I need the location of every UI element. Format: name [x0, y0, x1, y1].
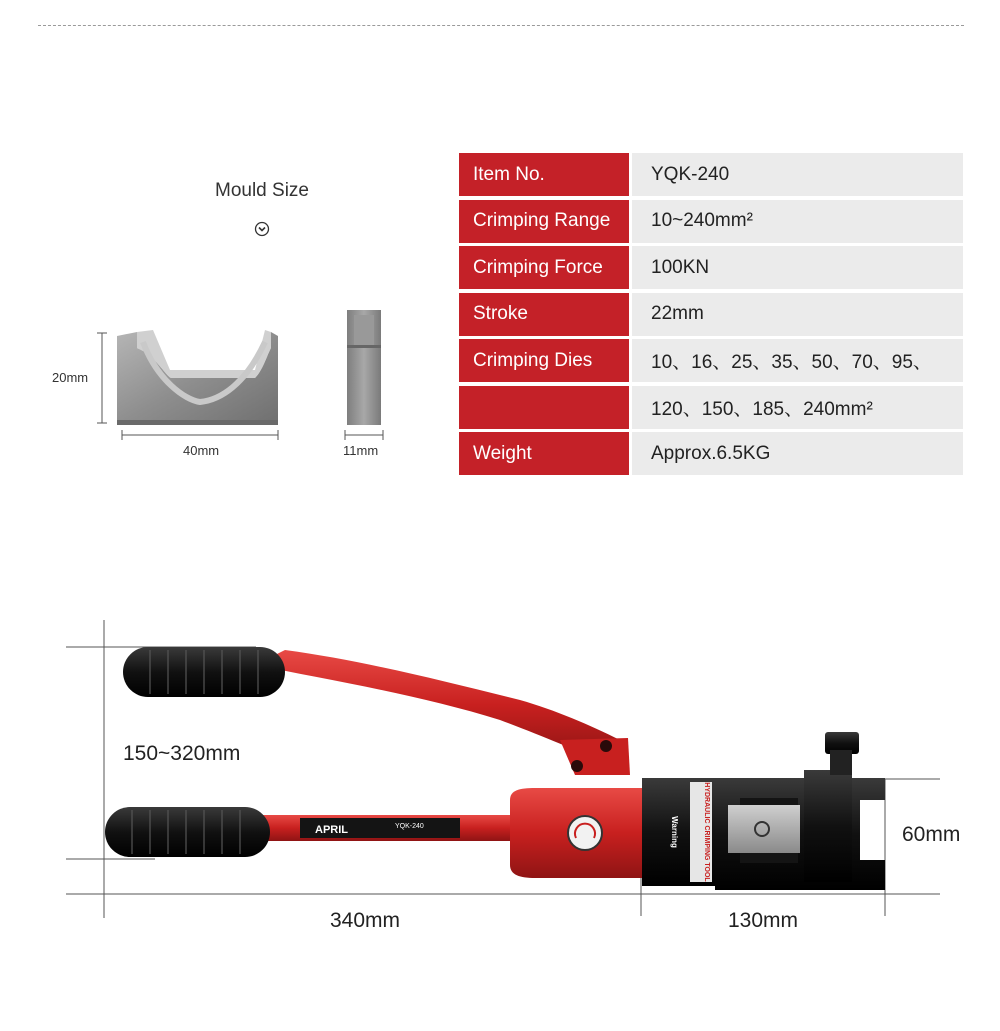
- warning-text: Warning: [670, 816, 679, 848]
- spec-label: Item No.: [459, 153, 629, 196]
- spec-label: Stroke: [459, 293, 629, 336]
- spec-row-crimping-dies-cont: [459, 386, 963, 429]
- spec-label: Weight: [459, 432, 629, 475]
- head-length-label: 130mm: [728, 909, 799, 932]
- spec-value: YQK-240: [632, 153, 963, 196]
- spec-row-crimping-force: [459, 246, 963, 289]
- spec-row-weight: [459, 432, 963, 475]
- spec-row-item-no: [459, 153, 963, 196]
- spec-value: 120、150、185、240mm²: [632, 386, 963, 429]
- chevron-down-circle-icon: [254, 221, 270, 237]
- mould-width-label: 40mm: [183, 443, 220, 458]
- spec-label: Crimping Dies: [459, 339, 629, 382]
- spec-table: [459, 153, 963, 479]
- handle-span-label: 150~320mm: [123, 742, 241, 765]
- top-divider: [38, 25, 964, 26]
- total-length-label: 340mm: [330, 909, 401, 932]
- spec-row-crimping-dies: [459, 339, 963, 382]
- model-text: YQK-240: [395, 823, 424, 830]
- mould-thickness-label: 11mm: [343, 443, 379, 458]
- spec-value: 10、16、25、35、50、70、95、: [632, 339, 963, 382]
- spec-label: [459, 386, 629, 429]
- mould-size-title: Mould Size: [215, 180, 309, 201]
- brand-text: APRIL: [315, 824, 348, 836]
- tool-subtitle-text: HYDRAULIC CRIMPING TOOL: [703, 782, 710, 882]
- spec-value: 10~240mm²: [632, 200, 963, 243]
- spec-value: 22mm: [632, 293, 963, 336]
- spec-label: Crimping Range: [459, 200, 629, 243]
- spec-value: 100KN: [632, 246, 963, 289]
- spec-label: Crimping Force: [459, 246, 629, 289]
- mould-height-label: 20mm: [52, 370, 89, 385]
- spec-value: Approx.6.5KG: [632, 432, 963, 475]
- spec-row-crimping-range: [459, 200, 963, 243]
- spec-row-stroke: [459, 293, 963, 336]
- mould-die-side-view: [340, 305, 390, 440]
- mould-die-front-view: [95, 300, 290, 445]
- head-height-label: 60mm: [902, 823, 961, 846]
